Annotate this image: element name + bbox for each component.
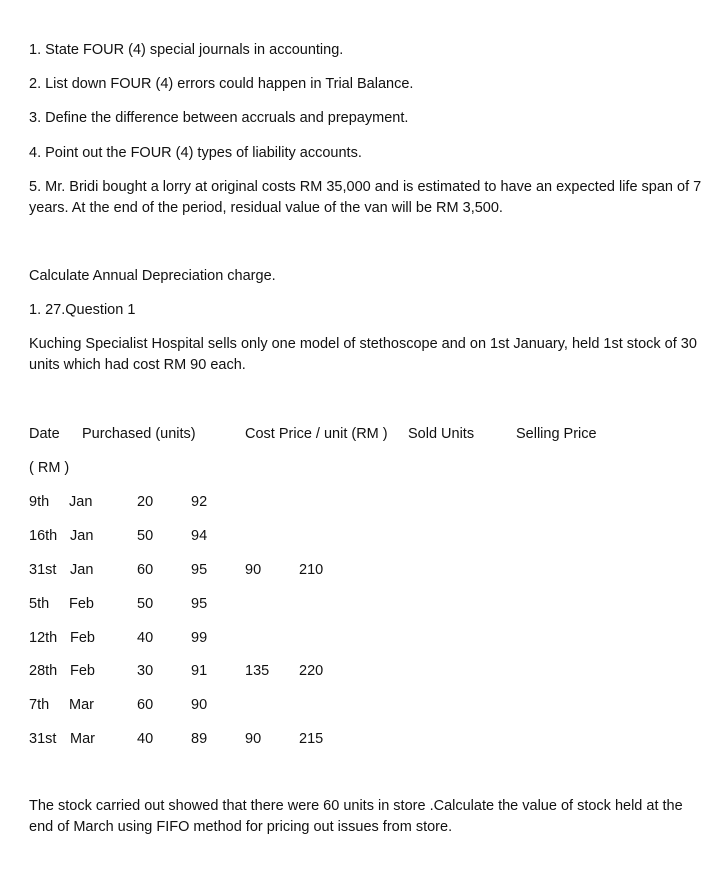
row-month: Jan: [69, 494, 93, 510]
question-3: 3. Define the difference between accruals and prepayment.: [29, 110, 409, 126]
row-day: 5th: [29, 596, 50, 612]
row-price: 215: [299, 731, 324, 747]
question-ref: 1. 27.Question 1: [29, 302, 136, 318]
row-cost: 89: [191, 731, 208, 747]
row-purchased: 40: [137, 630, 154, 646]
row-cost: 95: [191, 562, 208, 578]
question-4: 4. Point out the FOUR (4) types of liability accounts.: [29, 145, 362, 161]
row-cost: 95: [191, 596, 208, 612]
row-day: 7th: [29, 697, 50, 713]
row-month: Jan: [70, 562, 94, 578]
scenario-intro: Kuching Specialist Hospital sells only one model of stethoscope and on 1st January, held 1st stock of 30 units which had cost RM 90 each.: [29, 336, 697, 373]
row-price: 220: [299, 663, 324, 679]
row-cost: 91: [191, 663, 208, 679]
row-day: 31st: [29, 562, 57, 578]
row-month: Feb: [69, 596, 94, 612]
row-day: 28th: [29, 663, 58, 679]
row-day: 31st: [29, 731, 57, 747]
header-purchased: Purchased (units): [82, 426, 196, 442]
row-purchased: 60: [137, 562, 154, 578]
row-purchased: 50: [137, 596, 154, 612]
row-day: 9th: [29, 494, 50, 510]
closing-question: The stock carried out showed that there were 60 units in store .Calculate the value of stock held at the end of March using FIFO method for pricing out issues from store.: [29, 798, 683, 835]
row-month: Mar: [70, 731, 95, 747]
row-cost: 99: [191, 630, 208, 646]
question-2: 2. List down FOUR (4) errors could happen in Trial Balance.: [29, 76, 414, 92]
row-month: Mar: [69, 697, 94, 713]
row-cost: 94: [191, 528, 208, 544]
row-day: 12th: [29, 630, 58, 646]
row-month: Feb: [70, 630, 95, 646]
row-month: Feb: [70, 663, 95, 679]
row-sold: 90: [245, 562, 262, 578]
row-purchased: 50: [137, 528, 154, 544]
header-cost-price: Cost Price / unit (RM ): [245, 426, 388, 442]
row-cost: 90: [191, 697, 208, 713]
question-5: 5. Mr. Bridi bought a lorry at original costs RM 35,000 and is estimated to have an expected life span of 7 years. At the end of the period, residual value of the van will be RM 3,500.: [29, 179, 702, 216]
row-cost: 92: [191, 494, 208, 510]
row-purchased: 60: [137, 697, 154, 713]
question-1: 1. State FOUR (4) special journals in accounting.: [29, 42, 344, 58]
header-sold-units: Sold Units: [408, 426, 475, 442]
row-purchased: 20: [137, 494, 154, 510]
row-month: Jan: [70, 528, 94, 544]
header-selling-price: Selling Price: [516, 426, 597, 442]
row-sold: 90: [245, 731, 262, 747]
row-purchased: 30: [137, 663, 154, 679]
calc-instruction: Calculate Annual Depreciation charge.: [29, 268, 276, 284]
header-unit-note: ( RM ): [29, 460, 70, 476]
row-price: 210: [299, 562, 324, 578]
row-purchased: 40: [137, 731, 154, 747]
header-date: Date: [29, 426, 60, 442]
row-sold: 135: [245, 663, 270, 679]
row-day: 16th: [29, 528, 58, 544]
